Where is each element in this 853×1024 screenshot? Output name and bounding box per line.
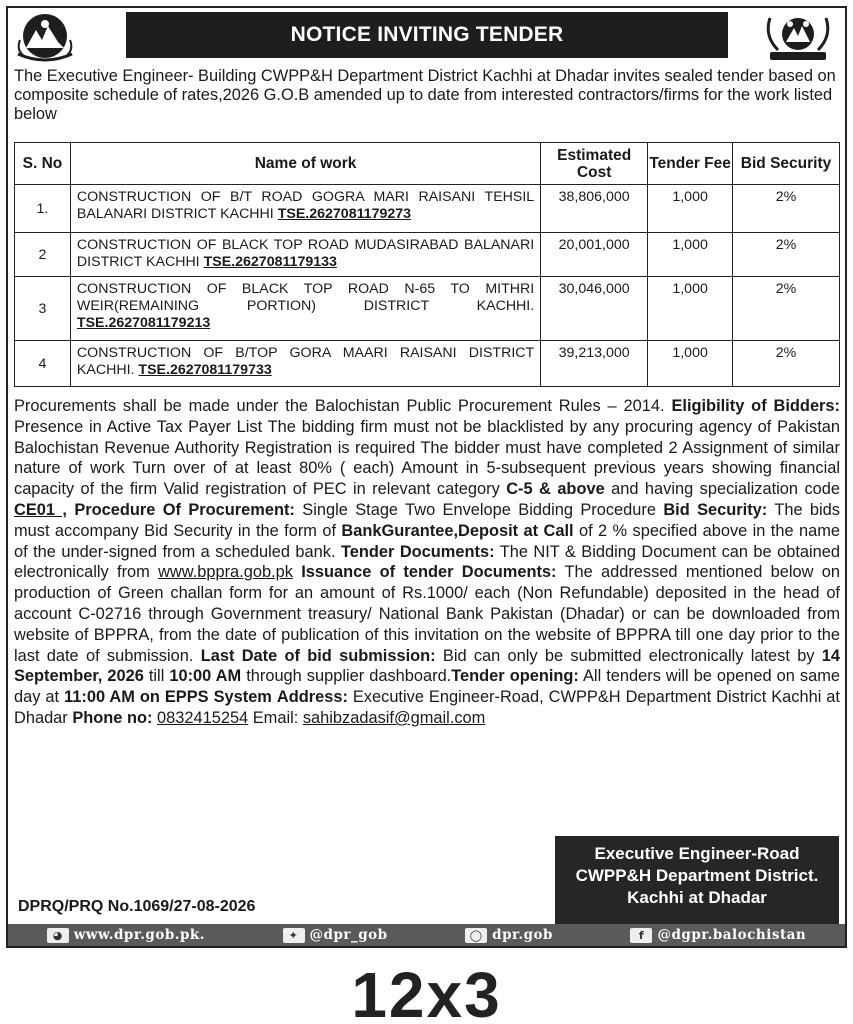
row-sno: 3 <box>15 277 71 341</box>
reference-number: DPRQ/PRQ No.1069/27-08-2026 <box>18 898 256 915</box>
header-fee: Tender Fee <box>648 143 733 185</box>
row-sno: 1. <box>15 185 71 233</box>
row-sno: 4 <box>15 341 71 387</box>
table-header-row <box>15 143 840 185</box>
row-fee: 1,000 <box>648 185 733 233</box>
signature-line-1: Executive Engineer-Road <box>594 844 800 863</box>
procedure-label: Procedure Of Procurement: <box>74 500 295 519</box>
globe-icon: ◕ <box>47 928 69 943</box>
twitter-icon: ✦ <box>283 928 305 943</box>
row-tse-number: TSE.2627081179133 <box>203 254 337 270</box>
row-fee: 1,000 <box>648 277 733 341</box>
last-time-value: 10:00 AM <box>169 667 242 686</box>
last-date-label: Last Date of bid submission: <box>200 646 436 665</box>
row-security: 2% <box>733 185 840 233</box>
last-date-value: 14 September, 2026 <box>14 646 841 686</box>
opening-time-value: 11:00 AM on EPPS System <box>64 688 272 707</box>
terms-paragraph: Procurements shall be made under the Balochistan Public Procurement Rules – 2014. Eligibility of Bidders: Presence in Active Tax Payer List The bidding firm must not be blacklisted by any procuring agency of Pakistan Balochistan Revenue Authority Registration is required The bidder must have completed 2 Assignment of similar nature of work Turn over of at least 80% ( each) Amount in 5-subsequent previous years showing financial capacity of the firm Valid registration of PEC in relevant category C-5 & above and having specialization code CE01 , Procedure Of Procurement: Single Stage Two Envelope Bidding Procedure Bid Security: The bids must accompany Bid Security in the form of BankGurantee,Deposit at Call of 2 % specified above in the name of the under-signed from a scheduled bank. Tender Documents: The NIT & Bidding Document can be obtained electronically from www.bppra.gob.pk Issuance of tender Documents: The addressed mentioned below on production of Green challan form for an amount of Rs.1000/ each (Non Refundable) deposited in the head of account C-02716 through Government treasury/ National Bank Pakistan (Dhadar) or can be downloaded from website of BPPRA, from the date of publication of this invitation on the website of BPPRA till one day prior to the last date of submission. Last Date of bid submission: Bid can only be submitted electronically latest by 14 September, 2026 till 10:00 AM through supplier dashboard.Tender opening: All tenders will be opened on same day at 11:00 AM on EPPS System Address: Executive Engineer-Road, CWPP&H Department District Kachhi at Dhadar Phone no: 0832415254 Email: sahibzadasif@gmail.com <box>14 397 841 727</box>
row-cost: 30,046,000 <box>541 277 648 341</box>
footer-instagram[interactable]: ◯ dpr.gob <box>465 927 553 943</box>
row-sno: 2 <box>15 233 71 277</box>
table-row <box>15 233 840 277</box>
header-sno: S. No <box>15 143 71 185</box>
issuance-label: Issuance of tender Documents: <box>301 563 557 582</box>
footer-bar <box>8 924 845 946</box>
row-fee: 1,000 <box>648 233 733 277</box>
address-label: Address: <box>276 688 348 707</box>
email-link[interactable]: sahibzadasif@gmail.com <box>302 708 486 727</box>
phone-label: Phone no: <box>72 708 153 727</box>
signature-line-2: CWPP&H Department District. <box>575 866 819 885</box>
table-row <box>15 185 840 233</box>
row-fee: 1,000 <box>648 341 733 387</box>
footer-website[interactable]: ◕ www.dpr.gob.pk. <box>47 927 205 943</box>
row-cost: 39,213,000 <box>541 341 648 387</box>
row-security: 2% <box>733 233 840 277</box>
ad-size-label: 12x3 <box>351 959 502 1024</box>
tender-opening-label: Tender opening: <box>451 667 579 686</box>
row-tse-number: TSE.2627081179213 <box>76 315 211 331</box>
row-cost: 20,001,000 <box>541 233 648 277</box>
table-row <box>15 341 840 387</box>
row-work-name: CONSTRUCTION OF B/T ROAD GOGRA MARI RAISANI TEHSIL BALANARI DISTRICT KACHHI TSE.2627081179273 <box>70 185 540 233</box>
header-cost: Estimated Cost <box>541 143 648 185</box>
bid-security-label: Bid Security: <box>663 500 768 519</box>
table-row <box>15 277 840 341</box>
notice-title: NOTICE INVITING TENDER <box>126 12 728 58</box>
row-security: 2% <box>733 341 840 387</box>
phone-number[interactable]: 0832415254 <box>157 708 249 727</box>
intro-paragraph: The Executive Engineer- Building CWPP&H Department District Kachhi at Dhadar invites sealed tender based on composite schedule of rates,2026 G.O.B amended up to date from interested contractors/firms for the work listed below <box>14 67 836 123</box>
eligibility-label: Eligibility of Bidders: <box>671 397 841 415</box>
footer-twitter[interactable]: ✦ @dpr_gob <box>283 927 388 943</box>
row-tse-number: TSE.2627081179733 <box>138 362 272 378</box>
government-emblem-left <box>12 10 78 66</box>
works-table <box>14 142 840 387</box>
footer-facebook[interactable]: f @dgpr.balochistan <box>630 927 806 943</box>
security-forms: BankGurantee,Deposit at Call <box>341 521 574 540</box>
header-name: Name of work <box>70 143 540 185</box>
government-emblem-right <box>760 10 836 66</box>
category-value: C-5 & above <box>506 480 605 499</box>
row-work-name: CONSTRUCTION OF B/TOP GORA MAARI RAISANI DISTRICT KACHHI. TSE.2627081179733 <box>70 341 540 387</box>
tender-documents-label: Tender Documents: <box>340 542 495 561</box>
signature-line-3: Kachhi at Dhadar <box>627 888 767 907</box>
row-work-name: CONSTRUCTION OF BLACK TOP ROAD N-65 TO MITHRI WEIR(REMAINING PORTION) DISTRICT KACHHI. TSE.2627081179213 <box>70 277 540 341</box>
facebook-icon: f <box>630 928 652 943</box>
row-security: 2% <box>733 277 840 341</box>
signature-block <box>555 836 839 924</box>
instagram-icon: ◯ <box>465 928 487 943</box>
row-work-name: CONSTRUCTION OF BLACK TOP ROAD MUDASIRABAD BALANARI DISTRICT KACHHI TSE.2627081179133 <box>70 233 540 277</box>
row-tse-number: TSE.2627081179273 <box>277 206 412 222</box>
row-cost: 38,806,000 <box>541 185 648 233</box>
header-security: Bid Security <box>733 143 840 185</box>
bppra-website-link[interactable]: www.bppra.gob.pk <box>158 563 293 582</box>
specialization-code: CE01 , <box>14 500 67 519</box>
